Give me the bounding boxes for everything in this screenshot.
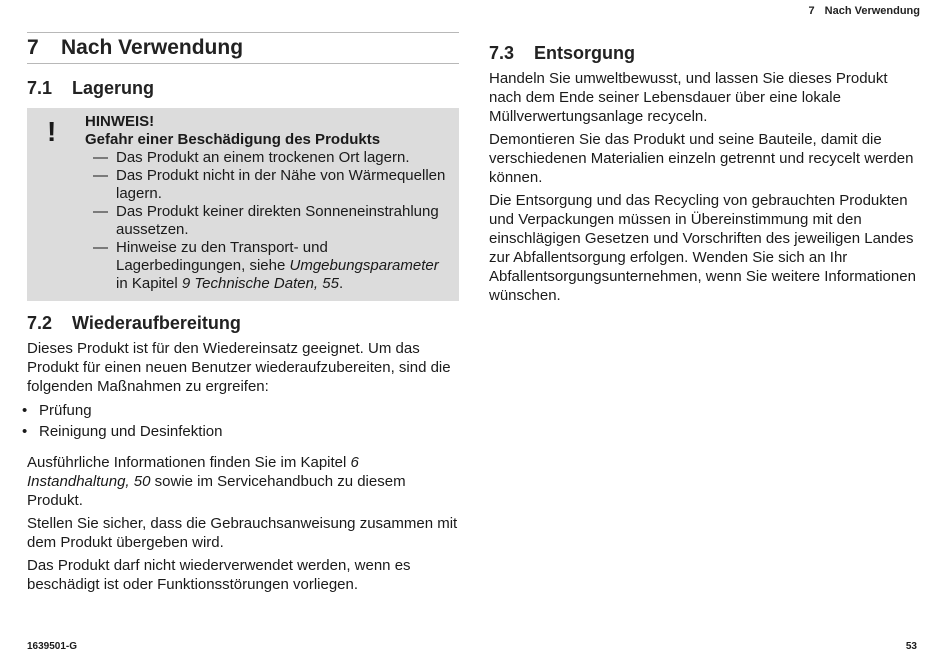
section-number: 7.1 <box>27 78 53 98</box>
section-number: 7.2 <box>27 313 53 333</box>
section-title-text: Wiederaufbereitung <box>72 313 241 333</box>
running-header <box>809 5 920 17</box>
notice-label: HINWEIS! <box>85 113 155 130</box>
chapter-title <box>27 32 459 64</box>
list-item: • Prüfung <box>22 402 92 419</box>
section-title-disposal <box>489 42 921 64</box>
left-column <box>22 32 459 598</box>
exclamation-icon: ! <box>47 116 57 147</box>
section-title-reprocessing <box>27 312 459 334</box>
reprocessing-warning: Das Produkt darf nicht wiederverwendet werden, wenn es beschädigt ist oder Funktionsstörungen vorliegen. <box>27 557 411 593</box>
reprocessing-handover-note: Stellen Sie sicher, dass die Gebrauchsanweisung zusammen mit dem Produkt übergeben wird. <box>27 515 458 551</box>
section-title-storage <box>27 77 459 99</box>
document-id: 1639501-G <box>27 641 78 652</box>
section-title-text: Entsorgung <box>534 43 635 63</box>
header-chapter-title: Nach Verwendung <box>824 5 920 17</box>
disposal-paragraph: Demontieren Sie das Produkt und seine Bauteile, damit die verschiedenen Materialien einzeln getrennt und recycelt werden können. <box>489 131 914 186</box>
cross-reference-link[interactable]: 6 Instandhaltung, 50 <box>27 454 359 490</box>
notice-item: — Das Produkt an einem trockenen Ort lagern. <box>93 149 410 166</box>
section-number: 7.3 <box>489 43 515 63</box>
reprocessing-measures-list <box>22 400 459 442</box>
disposal-paragraph: Die Entsorgung und das Recycling von gebrauchten Produkten und Verpackungen müssen in Übereinstimmung mit den einschlägigen Gesetzen und Vorschriften des jeweiligen Landes zur Abfallentsorgung erfolgen. Wenden Sie sich an Ihr Abfallentsorgungsunternehmen, wenn Sie weitere Informationen wünschen. <box>489 192 916 304</box>
notice-list <box>85 149 451 293</box>
notice-heading: Gefahr einer Beschädigung des Produkts <box>85 131 381 148</box>
notice-item: — Hinweise zu den Transport- und Lagerbedingungen, siehe Umgebungsparameter in Kapitel 9 Technische Daten, 55. <box>93 239 439 292</box>
notice-box <box>27 108 459 301</box>
list-item: • Reinigung und Desinfektion <box>22 423 223 440</box>
chapter-title-text: Nach Verwendung <box>61 36 244 59</box>
header-chapter-number: 7 <box>808 5 815 17</box>
right-column <box>489 42 921 309</box>
cross-reference-link[interactable]: 9 Technische Daten, 55 <box>181 275 339 292</box>
notice-item: — Das Produkt keiner direkten Sonneneinstrahlung aussetzen. <box>93 203 439 238</box>
reprocessing-intro: Dieses Produkt ist für den Wiedereinsatz geeignet. Um das Produkt für einen neuen Benutzer wiederaufzubereiten, sind die folgenden Maßnahmen zu ergreifen: <box>27 340 451 395</box>
disposal-paragraph: Handeln Sie umweltbewusst, und lassen Sie dieses Produkt nach dem Ende seiner Lebensdauer über eine lokale Müllverwertungsanlage recyceln. <box>489 70 888 125</box>
reprocessing-info: Ausführliche Informationen finden Sie im Kapitel 6 Instandhaltung, 50 sowie im Servicehandbuch zu diesem Produkt. <box>27 454 406 509</box>
section-title-text: Lagerung <box>72 78 155 98</box>
chapter-number: 7 <box>27 36 39 59</box>
notice-item: — Das Produkt nicht in der Nähe von Wärmequellen lagern. <box>93 167 446 202</box>
page-number: 53 <box>905 641 917 652</box>
cross-reference-link[interactable]: Umgebungsparameter <box>289 257 439 274</box>
